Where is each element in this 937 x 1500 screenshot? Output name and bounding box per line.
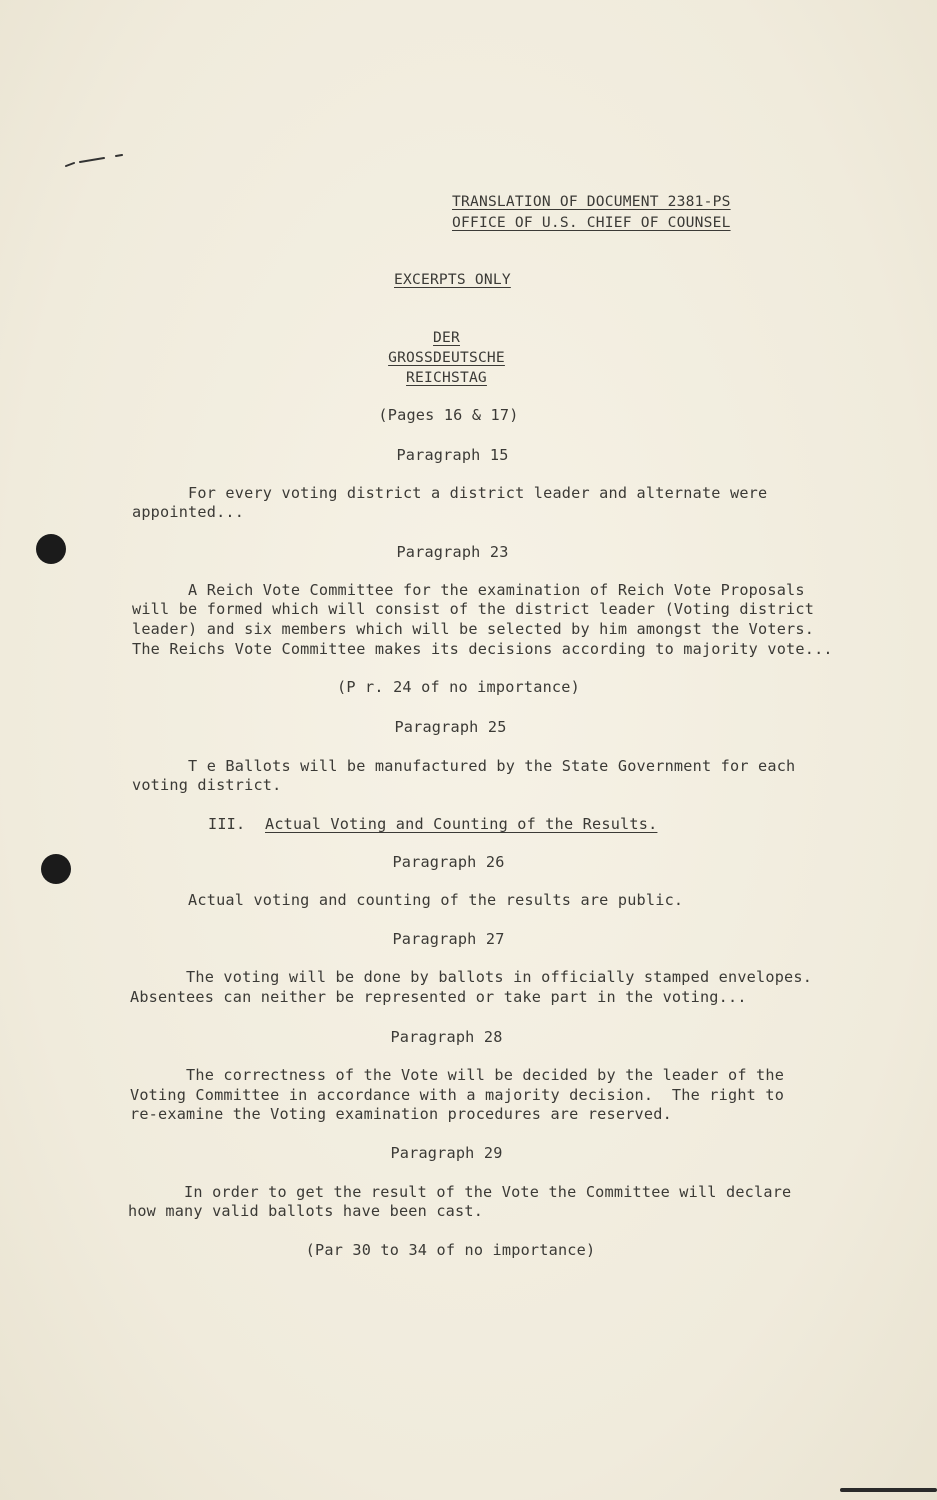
- title-line-3: REICHSTAG: [406, 369, 487, 386]
- paragraph-29-line-1: In order to get the result of the Vote the Committee will declare: [128, 1183, 792, 1201]
- paragraph-29-line-2: how many valid ballots have been cast.: [128, 1202, 484, 1220]
- paragraph-29-heading: Paragraph 29: [390, 1144, 503, 1162]
- paragraph-27-heading: Paragraph 27: [392, 930, 505, 948]
- title-line-2: GROSSDEUTSCHE: [388, 349, 505, 366]
- paragraph-23-line-3: leader) and six members which will be selected by him amongst the Voters.: [132, 620, 815, 638]
- page-edge-mark: [840, 1488, 937, 1492]
- header-line-1: TRANSLATION OF DOCUMENT 2381-PS: [452, 193, 731, 210]
- paragraph-25-line-2: voting district.: [132, 776, 282, 794]
- paragraph-25-line-1: T e Ballots will be manufactured by the State Government for each: [132, 757, 796, 775]
- paragraph-15-heading: Paragraph 15: [396, 446, 509, 464]
- paragraph-28-line-1: The correctness of the Vote will be decided by the leader of the: [130, 1066, 785, 1084]
- section-3-number: III.: [208, 815, 246, 833]
- paragraph-15-line-1: For every voting district a district leader and alternate were: [132, 484, 768, 502]
- paragraph-27-line-1: The voting will be done by ballots in officially stamped envelopes.: [130, 968, 813, 986]
- title-line-1: DER: [433, 329, 460, 346]
- section-3-title: Actual Voting and Counting of the Results.: [265, 815, 658, 833]
- paragraph-24-note: (P r. 24 of no importance): [337, 678, 580, 696]
- paragraph-23-line-1: A Reich Vote Committee for the examination of Reich Vote Proposals: [132, 581, 805, 599]
- header-line-2: OFFICE OF U.S. CHIEF OF COUNSEL: [452, 214, 731, 231]
- paragraph-30-note: (Par 30 to 34 of no importance): [305, 1241, 596, 1259]
- paragraph-15-line-2: appointed...: [132, 503, 245, 521]
- paragraph-28-line-3: re-examine the Voting examination procedures are reserved.: [130, 1105, 672, 1123]
- pencil-mark: [64, 154, 124, 168]
- paragraph-28-heading: Paragraph 28: [390, 1028, 503, 1046]
- paragraph-26-heading: Paragraph 26: [392, 853, 505, 871]
- excerpts-label: EXCERPTS ONLY: [394, 271, 511, 288]
- paragraph-26-line-1: Actual voting and counting of the results are public.: [132, 891, 684, 909]
- paragraph-27-line-2: Absentees can neither be represented or take part in the voting...: [130, 988, 747, 1006]
- pages-note: (Pages 16 & 17): [378, 406, 519, 424]
- paragraph-28-line-2: Voting Committee in accordance with a majority decision. The right to: [130, 1086, 785, 1104]
- paragraph-25-heading: Paragraph 25: [394, 718, 507, 736]
- paragraph-23-line-2: will be formed which will consist of the district leader (Voting district: [132, 600, 815, 618]
- paragraph-23-heading: Paragraph 23: [396, 543, 509, 561]
- paragraph-23-line-4: The Reichs Vote Committee makes its decisions according to majority vote...: [132, 640, 833, 658]
